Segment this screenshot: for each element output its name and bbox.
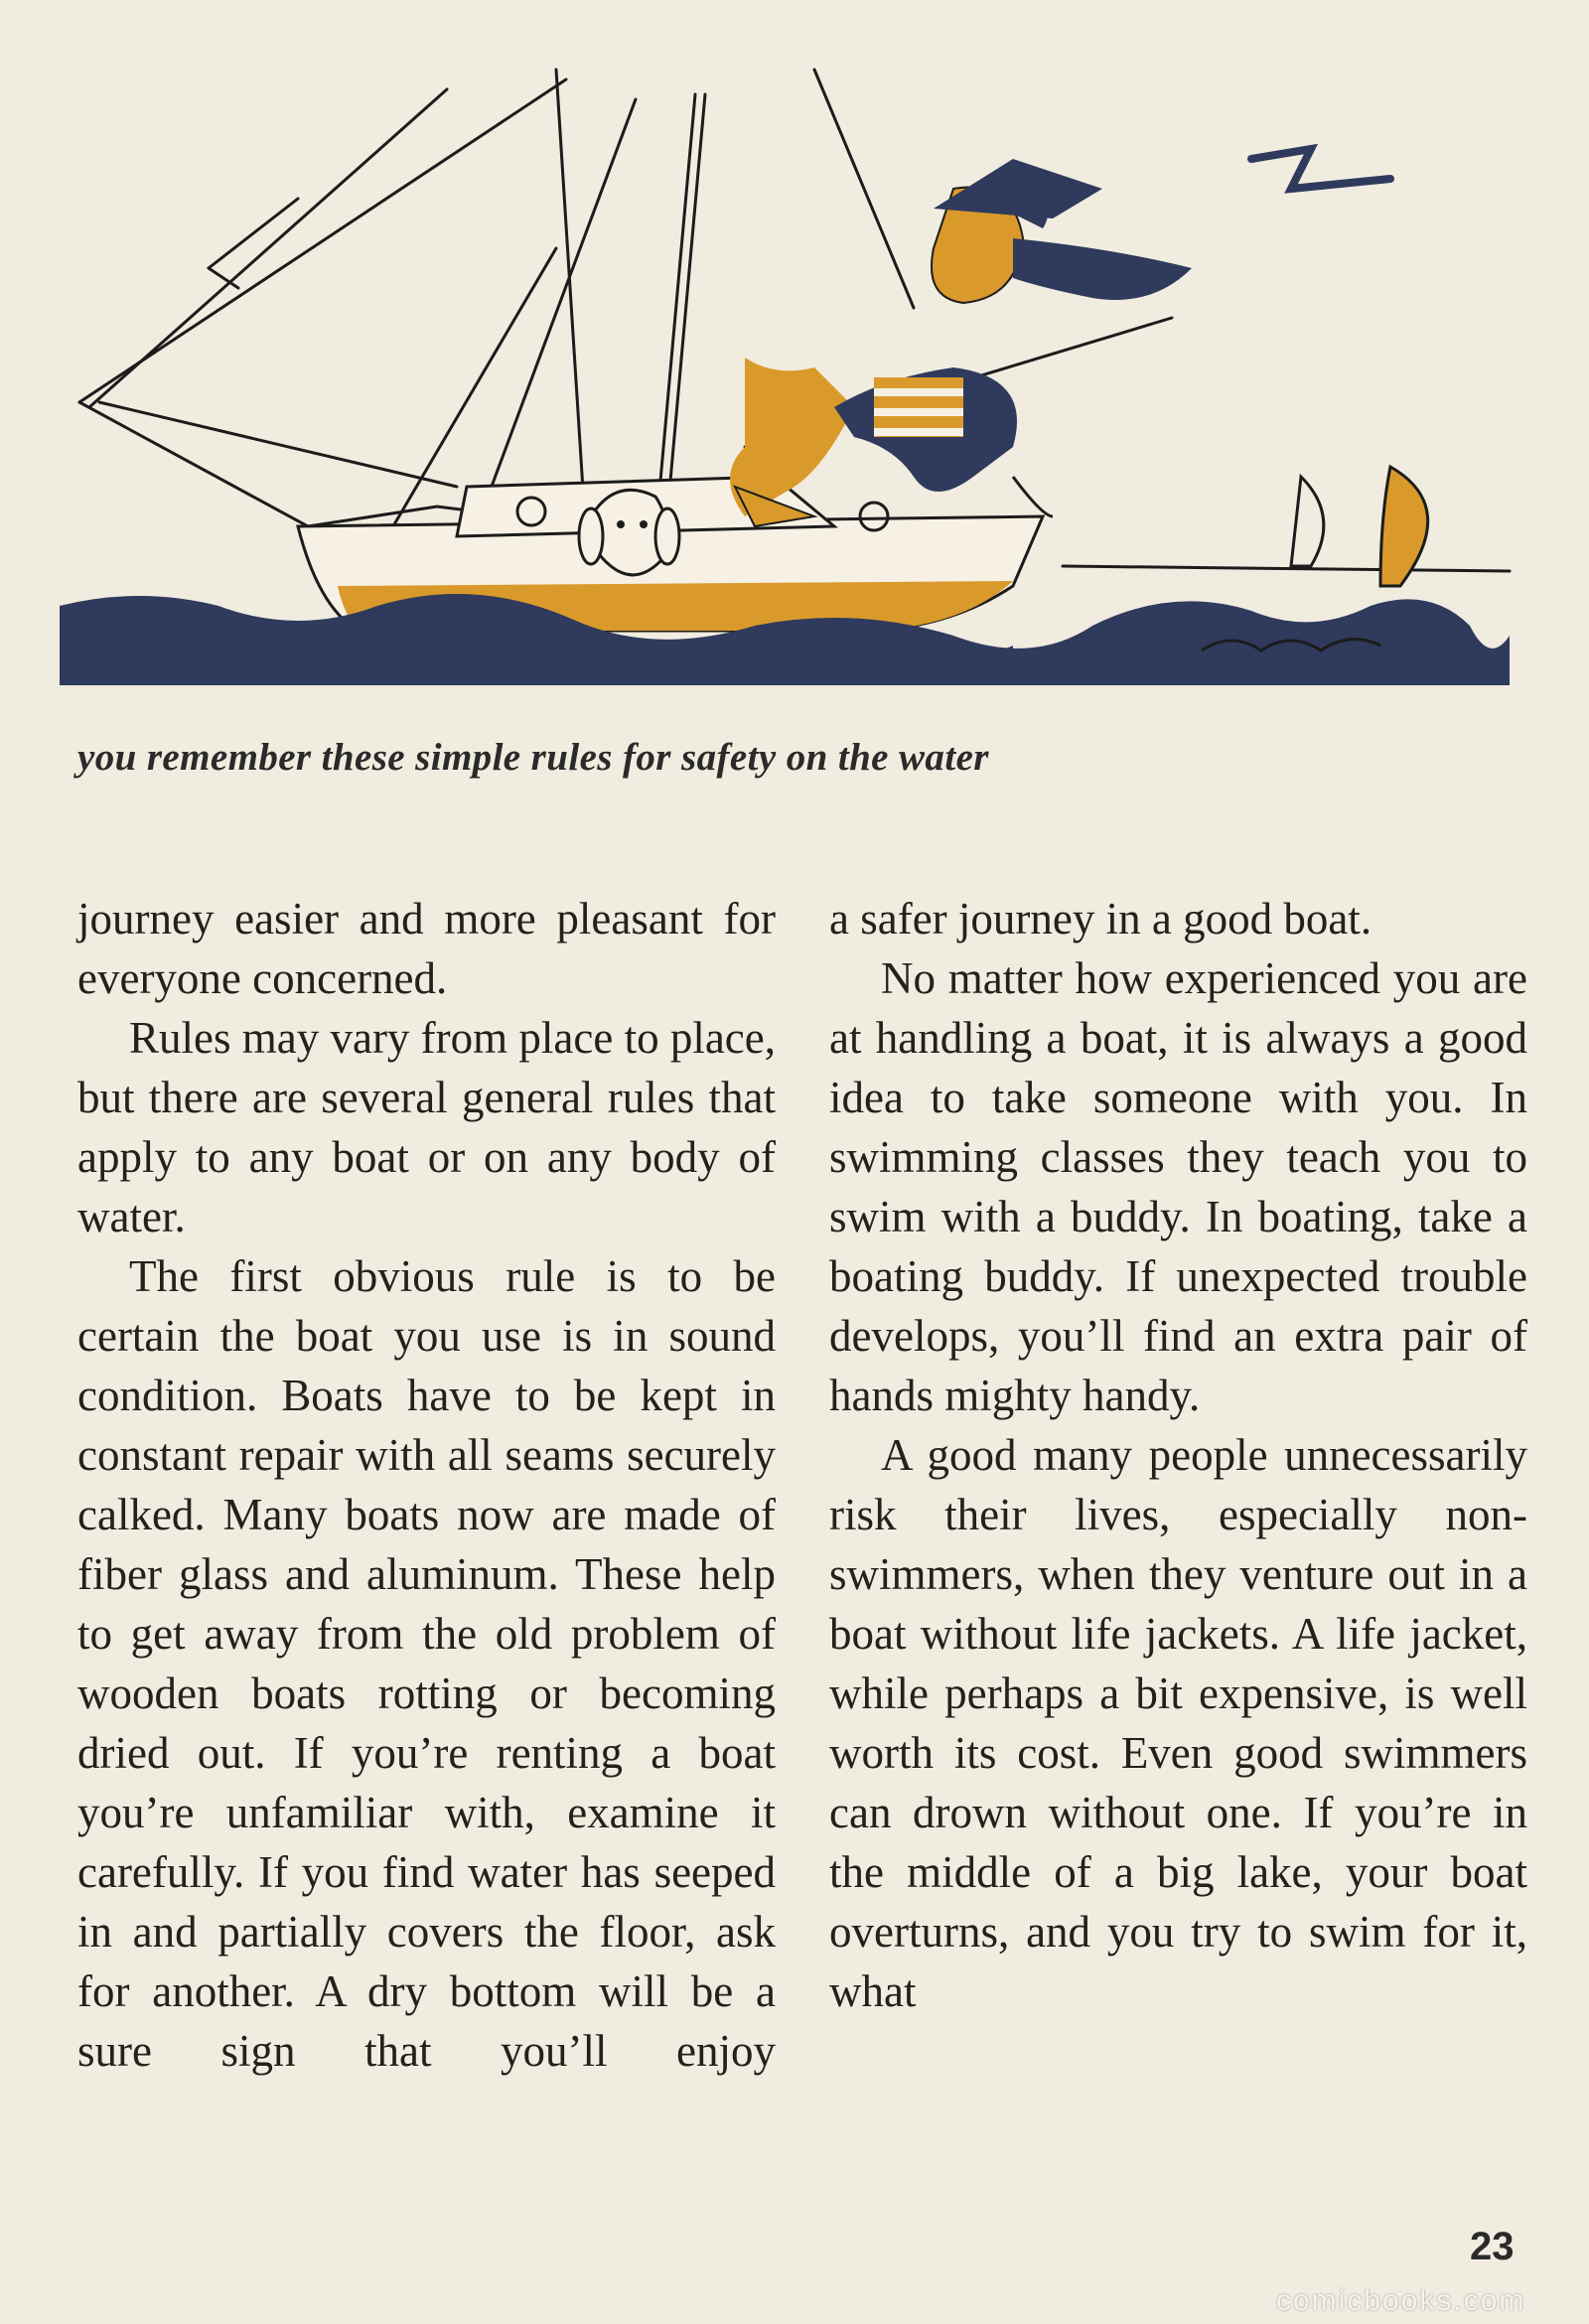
page-number: 23 <box>1470 2225 1515 2268</box>
left-column <box>77 889 776 2081</box>
paragraph: A good many people unnecessarily risk their lives, especially non-swimmers, when they venture out in a boat without life jackets. A life jacket, while perhaps a bit expensive, is well worth its cost. Even good swimmers can drown without one. If you’re in the middle of a big lake, your boat overturns, and you try to swim for it, what <box>829 1430 1527 2016</box>
watermark: comicbooks.com <box>1276 2284 1526 2317</box>
illustration-caption: you remember these simple rules for safety on the water <box>77 736 989 779</box>
sailboat-illustration <box>60 50 1529 705</box>
right-column <box>829 889 1527 2021</box>
paragraph: Rules may vary from place to place, but there are several general rules that apply to any boat or on any body of water. <box>77 1013 777 1241</box>
paragraph: a safer journey in a good boat. <box>829 894 1372 944</box>
paragraph: journey easier and more pleasant for everyone concerned. <box>77 894 776 1003</box>
paragraph: No matter how experienced you are at handling a boat, it is always a good idea to take someone with you. In swimming classes they teach you to swim with a buddy. In boating, take a boating buddy. If unexpected trouble develops, you’ll find an extra pair of hands mighty handy. <box>829 953 1527 1420</box>
paragraph: The first obvious rule is to be certain the boat you use is in sound condition. Boats have to be kept in constant repair with all seams securely calked. Many boats now are made of fiber glass and aluminum. These help to get away from the old problem of wooden boats rotting or becoming dried out. If you’re renting a boat you’re unfamiliar with, examine it carefully. If you find water has seeped in and partially covers the floor, ask for another. A dry bottom will be a sure sign that you’ll enjoy <box>77 1251 776 2076</box>
